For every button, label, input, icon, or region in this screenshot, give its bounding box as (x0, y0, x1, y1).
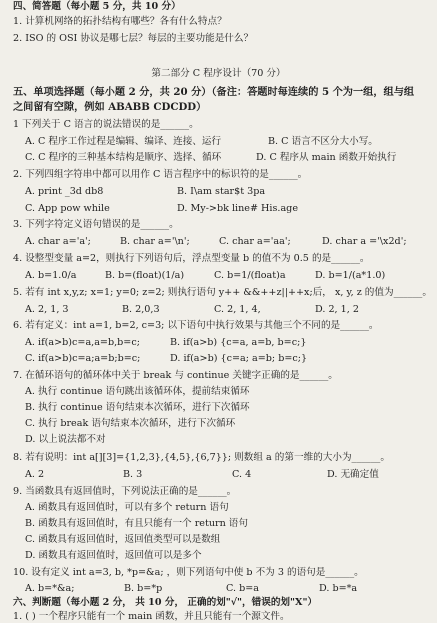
option-7-d: D. 以上说法都不对 (25, 434, 106, 445)
option-2-d: D. My->bk line# His.age (177, 203, 299, 214)
option-7-c: C. 执行 break 语句结束本次循环，进行下次循环 (25, 418, 236, 429)
option-7-a: A. 执行 continue 语句跳出该循环体，提前结束循环 (25, 386, 250, 397)
option-4-a: A. b=1.0/a (25, 270, 77, 281)
part-2-title: 第二部分 C 程序设计（70 分） (151, 68, 286, 79)
option-5-b: B. 2,0,3 (122, 304, 160, 315)
section-4-header: 四、简答题（每小题 5 分，共 10 分） (13, 1, 181, 12)
question-2: 2. 下列四组字符串中都可以用作 C 语言程序中的标识符的是______。 (13, 169, 308, 180)
question-9: 9. 当函数具有返回值时，下列说法正确的是______。 (13, 486, 237, 497)
section-5-header-line1: 五、单项选择题（每小题 2 分，共 20 分）（备注：答题时每连续的 5 个为一组，组与组 (13, 86, 415, 98)
option-3-b: B. char a='\n'; (120, 236, 190, 247)
option-7-b: B. 执行 continue 语句结束本次循环，进行下次循环 (25, 402, 250, 413)
option-6-c: C. if(a>b)c=a;a=b;b=c; (25, 353, 141, 364)
option-1-c: C. C 程序的三种基本结构是顺序、选择、循环 (25, 152, 222, 163)
option-2-c: C. App pow while (25, 203, 110, 214)
option-10-c: C. b=a (226, 583, 259, 594)
section-6-header: 六、判断题（每小题 2 分， 共 10 分， 正确的划"√"，错误的划"X"） (13, 597, 318, 608)
option-10-a: A. b=*&a; (25, 583, 75, 594)
question-4-2: 2. ISO 的 OSI 协议是哪七层？每层的主要功能是什么？ (13, 33, 254, 44)
option-10-b: B. b=*p (124, 583, 163, 594)
option-9-d: D. 函数具有返回值时，返回值可以是多个 (25, 550, 202, 561)
option-1-a: A. C 程序工作过程是编辑、编译、连接、运行 (25, 136, 222, 147)
option-6-a: A. if(a>b)c=a,a=b,b=c; (25, 337, 140, 348)
question-1: 1 下列关于 C 语言的说法错误的是______。 (13, 119, 199, 130)
option-5-a: A. 2, 1, 3 (25, 304, 69, 315)
option-1-d: D. C 程序从 main 函数开始执行 (256, 152, 397, 163)
option-1-b: B. C 语言不区分大小写。 (268, 136, 378, 147)
option-8-b: B. 3 (123, 469, 143, 480)
option-8-c: C. 4 (232, 469, 252, 480)
option-4-d: D. b=1/(a*1.0) (315, 270, 386, 281)
option-5-d: D. 2, 1, 2 (315, 304, 359, 315)
option-4-c: C. b=1/(float)a (214, 270, 286, 281)
option-10-d: D. b=*a (319, 583, 358, 594)
option-9-c: C. 函数具有返回值时，返回值类型可以是数组 (25, 534, 221, 545)
question-4: 4. 设整型变量 a=2，则执行下列语句后，浮点型变量 b 的值不为 0.5 的是______。 (13, 253, 370, 264)
option-9-a: A. 函数具有返回值时，可以有多个 return 语句 (25, 502, 229, 513)
option-8-a: A. 2 (25, 469, 45, 480)
judgment-1: 1. ( ) 一个程序只能有一个 main 函数，并且只能有一个源文件。 (13, 611, 290, 622)
option-4-b: B. b=(float)(1/a) (105, 270, 185, 281)
question-10: 10. 设有定义 int a=3, b, *p=&a; ，则下列语句中使 b 不为 3 的语句是______。 (13, 567, 364, 578)
option-5-c: C. 2, 1, 4, (214, 304, 261, 315)
option-9-b: B. 函数具有返回值时，有且只能有一个 return 语句 (25, 518, 248, 529)
option-2-b: B. I\am star$t 3pa (177, 186, 266, 197)
section-5-header-line2: 之间留有空隙，例如 ABABB CDCDD） (13, 101, 207, 113)
question-5: 5. 若有 int x,y,z; x=1; y=0; z=2; 则执行语句 y++ &&++z||++x;后， x, y, z 的值为______。 (13, 287, 432, 298)
option-3-c: C. char a='aa'; (219, 236, 291, 247)
question-4-1: 1. 计算机网络的拓扑结构有哪些？各有什么特点？ (13, 16, 227, 27)
option-3-a: A. char a='a'; (25, 236, 91, 247)
option-8-d: D. 无确定值 (327, 469, 379, 480)
question-3: 3. 下列字符定义语句错误的是______。 (13, 219, 179, 230)
option-6-b: B. if(a>b) {c=a, a=b, b=c;} (170, 337, 307, 348)
option-3-d: D. char a ='\x2d'; (322, 236, 407, 247)
option-6-d: D. if(a>b) {c=a; a=b; b=c;} (170, 353, 308, 364)
question-8: 8. 若有说明：int a[][3]={1,2,3},{4,5},{6,7}}; 则数组 a 的第一维的大小为______。 (13, 452, 390, 463)
option-2-a: A. print _3d db8 (25, 186, 104, 197)
question-6: 6. 若有定义：int a=1, b=2, c=3; 以下语句中执行效果与其他三个不同的是______。 (13, 320, 379, 331)
question-7: 7. 在循环语句的循环体中关于 break 与 continue 关键字正确的是______。 (13, 370, 338, 381)
